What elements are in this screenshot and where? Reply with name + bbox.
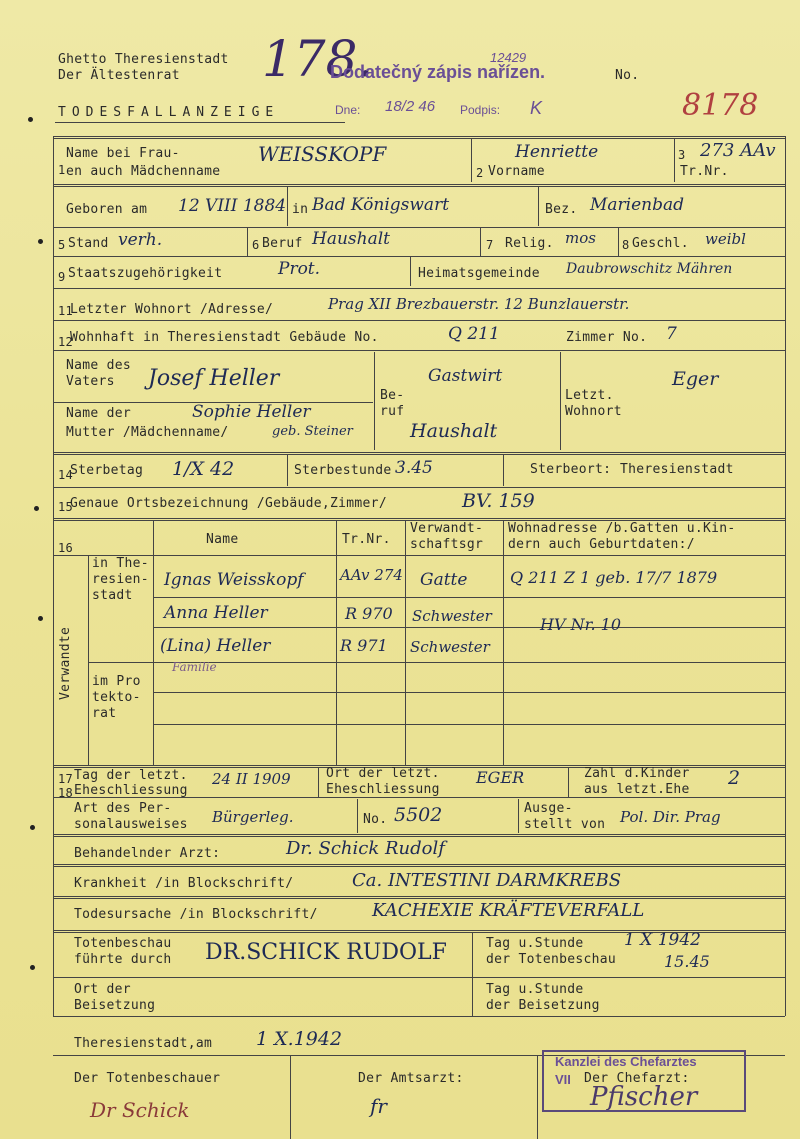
vorname-label: Vorname	[488, 164, 545, 179]
sterbeort-label: Sterbeort:	[530, 462, 612, 477]
punch-hole	[28, 117, 33, 122]
form-title: TODESFALLANZEIGE	[58, 105, 280, 120]
rule	[318, 767, 319, 797]
punch-hole	[38, 616, 43, 621]
beschauer-signature: Dr Schick	[90, 1098, 190, 1122]
mutter-geb: geb. Steiner	[272, 424, 353, 439]
relatives-side-label: Verwandte	[58, 626, 73, 700]
margin-num: 6	[252, 238, 260, 252]
ausweis-nr: 5502	[394, 804, 443, 826]
rule	[674, 138, 675, 182]
rel-col-verw-1: Verwandt-	[410, 521, 484, 536]
rule	[287, 186, 288, 226]
beruf: Haushalt	[312, 229, 390, 249]
relative-verw: Schwester	[410, 638, 490, 656]
vater: Josef Heller	[148, 366, 280, 391]
tagstunde-2: 15.45	[664, 952, 710, 971]
relative-verw: Schwester	[412, 607, 492, 625]
krankheit: Ca. INTESTINI DARMKREBS	[352, 870, 622, 891]
kinder-label-2: aus letzt.Ehe	[584, 782, 690, 797]
geschl-label: Geschl.	[632, 236, 689, 251]
staat: Prot.	[278, 259, 321, 279]
margin-num: 8	[622, 238, 630, 252]
ausweis-art-label-2: sonalausweises	[74, 817, 188, 832]
stamp-date: 18/2 46	[385, 98, 436, 115]
margin-num: 18	[58, 786, 74, 800]
marriage-ort-label-1: Ort der letzt.	[326, 766, 440, 781]
rule	[53, 320, 785, 321]
rule	[374, 352, 375, 450]
frame-right	[785, 136, 786, 1016]
kinder: 2	[728, 767, 741, 789]
marriage-date: 24 II 1909	[212, 770, 291, 788]
stand-label: Stand	[68, 236, 109, 251]
rule	[53, 1016, 785, 1017]
amtsarzt-signature: fr	[370, 1094, 387, 1118]
rule	[153, 597, 785, 598]
trnr: 273 AAv	[700, 140, 776, 161]
vater-beruf: Gastwirt	[428, 366, 503, 386]
rule	[560, 352, 561, 450]
relative-trnr: R 970	[345, 604, 393, 623]
geschl: weibl	[705, 230, 746, 248]
vorname: Henriette	[515, 142, 599, 162]
no-label: No.	[615, 68, 640, 83]
marriage-ort: EGER	[476, 768, 525, 787]
rule	[247, 228, 248, 256]
name-label-1: Name bei Frau-	[66, 146, 180, 161]
relative-addr: HV Nr. 10	[540, 615, 622, 634]
certificate-number: 8178	[682, 88, 759, 123]
relig: mos	[565, 229, 596, 247]
ursache-label: Todesursache /in Blockschrift/	[74, 907, 318, 922]
rule	[153, 692, 785, 693]
margin-num: 9	[58, 270, 66, 284]
rel-col-addr-1: Wohnadresse /b.Gatten u.Kin-	[508, 521, 736, 536]
rule	[53, 834, 785, 837]
sterbeort: Theresienstadt	[620, 462, 734, 477]
staat-label: Staatszugehörigkeit	[68, 266, 223, 281]
rule	[53, 487, 785, 488]
beisetz-tag-label-2: der Beisetzung	[486, 998, 600, 1013]
punch-hole	[30, 965, 35, 970]
surname: WEISSKOPF	[258, 142, 387, 166]
punch-hole	[38, 239, 43, 244]
margin-num: 7	[486, 238, 494, 252]
rule	[537, 1056, 538, 1139]
rule	[53, 350, 785, 351]
stamp-date-label: Dne:	[335, 103, 361, 117]
sterbestunde-label: Sterbestunde	[294, 463, 392, 478]
marriage-tag-label-2: Eheschliessung	[74, 783, 188, 798]
born-label: Geboren am	[66, 202, 148, 217]
toten-label-1: Totenbeschau	[74, 936, 172, 951]
rule	[53, 797, 785, 798]
punch-hole	[34, 506, 39, 511]
im-prot-2: tekto-	[92, 690, 141, 705]
ausweis-nr-label: No.	[363, 812, 388, 827]
margin-num: 11	[58, 304, 74, 318]
ausweis-art: Bürgerleg.	[212, 808, 294, 826]
margin-num: 5	[58, 238, 66, 252]
rel-col-name: Name	[206, 532, 239, 547]
stamp-signature: K	[530, 98, 543, 118]
krankheit-label: Krankheit /in Blockschrift/	[74, 876, 294, 891]
relig-label: Relig.	[505, 236, 554, 251]
rule	[53, 288, 785, 289]
beschauer-label: Der Totenbeschauer	[74, 1071, 221, 1086]
rule	[53, 555, 785, 556]
wohnort-label: Letzter Wohnort /Adresse/	[70, 302, 274, 317]
register-number: 178.	[262, 30, 374, 88]
rule	[53, 896, 785, 899]
org-line-1: Ghetto Theresienstadt	[58, 52, 229, 67]
margin-num: 2	[476, 166, 484, 180]
mutter-label-2: Mutter /Mädchenname/	[66, 425, 229, 440]
rule	[287, 454, 288, 486]
in-there-3: stadt	[92, 588, 133, 603]
margin-num: 17	[58, 772, 74, 786]
genaue-label: Genaue Ortsbezeichnung /Gebäude,Zimmer/	[70, 496, 387, 511]
beruf-parents-label-2: ruf	[380, 404, 405, 419]
place-date: 1 X.1942	[256, 1028, 343, 1050]
rule	[290, 1056, 291, 1139]
relative-trnr: R 971	[340, 636, 388, 655]
place-label: Theresienstadt,am	[74, 1036, 213, 1051]
beisetz-tag-label-1: Tag u.Stunde	[486, 982, 584, 997]
mutter-label-1: Name der	[66, 406, 132, 421]
rule	[410, 256, 411, 286]
relative-verw: Gatte	[420, 570, 468, 590]
rule	[88, 555, 89, 765]
sterbetag: 1/X 42	[172, 458, 235, 480]
rule	[618, 228, 619, 256]
im-prot-1: im Pro	[92, 674, 141, 689]
born-date: 12 VIII 1884	[178, 196, 287, 216]
stand: verh.	[118, 230, 163, 250]
rule	[568, 767, 569, 797]
margin-num: 12	[58, 335, 74, 349]
name-label-2: en auch Mädchenname	[66, 164, 221, 179]
in-there-1: in The-	[92, 556, 149, 571]
rule	[153, 627, 785, 628]
rel-col-addr-2: dern auch Geburtdaten:/	[508, 537, 695, 552]
margin-num: 15	[58, 500, 74, 514]
ausweis-aus: Pol. Dir. Prag	[620, 808, 721, 826]
totenbeschau-arzt: DR.SCHICK RUDOLF	[205, 940, 447, 965]
ausweis-aus-label-2: stellt von	[524, 817, 606, 832]
heimat-label: Heimatsgemeinde	[418, 266, 540, 281]
beruf-label: Beruf	[262, 236, 303, 251]
punch-hole	[30, 825, 35, 830]
rule	[480, 228, 481, 256]
chef-stamp-line-1: Kanzlei des Chefarztes	[555, 1054, 697, 1069]
mutter: Sophie Heller	[192, 402, 311, 422]
stamp-sign-label: Podpis:	[460, 103, 501, 117]
sterbetag-label: Sterbetag	[70, 463, 144, 478]
rule	[405, 520, 406, 765]
heimat: Daubrowschitz Mähren	[566, 261, 733, 277]
letzt-wohnort: Eger	[672, 368, 719, 390]
marriage-ort-label-2: Eheschliessung	[326, 782, 440, 797]
margin-num: 1	[58, 163, 66, 177]
bezirk: Marienbad	[590, 195, 685, 215]
stamp-ref: 12429	[490, 50, 527, 65]
relative-addr: Q 211 Z 1 geb. 17/7 1879	[510, 568, 718, 587]
rule	[153, 520, 154, 765]
rule	[471, 138, 472, 182]
letzt-label-2: Wohnort	[565, 404, 622, 419]
vater-label-2: Vaters	[66, 374, 115, 389]
arzt-label: Behandelnder Arzt:	[74, 846, 221, 861]
ausweis-art-label-1: Art des Per-	[74, 801, 172, 816]
relative-trnr: AAv 274	[340, 566, 403, 584]
mutter-beruf: Haushalt	[410, 420, 498, 442]
marriage-tag-label-1: Tag der letzt.	[74, 768, 188, 783]
ursache: KACHEXIE KRÄFTEVERFALL	[372, 900, 645, 921]
org-line-2: Der Ältestenrat	[58, 68, 180, 83]
margin-num: 14	[58, 468, 74, 482]
chefarzt-label: Der Chefarzt:	[584, 1071, 690, 1086]
rule	[53, 184, 785, 187]
beruf-parents-label-1: Be-	[380, 388, 405, 403]
rule	[53, 864, 785, 867]
chefarzt-signature: Pfischer	[590, 1082, 698, 1112]
relative-note: Familie	[172, 660, 217, 674]
margin-num: 16	[58, 541, 74, 555]
arzt: Dr. Schick Rudolf	[286, 838, 445, 859]
rule	[53, 256, 785, 257]
kinder-label-1: Zahl d.Kinder	[584, 766, 690, 781]
relative-name: Ignas Weisskopf	[164, 570, 304, 590]
rule	[153, 724, 785, 725]
trnr-label: Tr.Nr.	[680, 164, 729, 179]
rule	[53, 136, 785, 139]
tagstunde-label-2: der Totenbeschau	[486, 952, 617, 967]
zimmer-label: Zimmer No.	[566, 330, 648, 345]
rule	[472, 932, 473, 1016]
beisetz-label-2: Beisetzung	[74, 998, 156, 1013]
rel-col-verw-2: schaftsgr	[410, 537, 484, 552]
rule	[503, 454, 504, 486]
in-there-2: resien-	[92, 572, 149, 587]
rule	[357, 799, 358, 833]
gebaeude: Q 211	[448, 324, 500, 344]
rel-col-trnr: Tr.Nr.	[342, 532, 391, 547]
relative-name: (Lina) Heller	[160, 636, 271, 656]
supplement-stamp: Dodatečný zápis nařízen.	[330, 62, 546, 82]
margin-num: 3	[678, 148, 686, 162]
rule	[336, 520, 337, 765]
rule	[53, 452, 785, 455]
beisetz-label-1: Ort der	[74, 982, 131, 997]
rule	[538, 186, 539, 226]
chef-stamp-line-2: VII	[555, 1072, 571, 1087]
in-label: in	[292, 202, 309, 217]
wohnort: Prag XII Brezbauerstr. 12 Bunzlauerstr.	[328, 295, 630, 313]
amtsarzt-label: Der Amtsarzt:	[358, 1071, 464, 1086]
rule	[518, 799, 519, 833]
wohnhaft-label: Wohnhaft in Theresienstadt Gebäude No.	[70, 330, 379, 345]
tagstunde-label-1: Tag u.Stunde	[486, 936, 584, 951]
genaue: BV. 159	[462, 490, 535, 512]
birthplace: Bad Königswart	[312, 195, 450, 215]
vater-label-1: Name des	[66, 358, 132, 373]
tagstunde-1: 1 X 1942	[624, 930, 701, 950]
ausweis-aus-label-1: Ausge-	[524, 801, 573, 816]
frame-left	[53, 136, 54, 1016]
im-prot-3: rat	[92, 706, 117, 721]
bez-label: Bez.	[545, 202, 578, 217]
rule	[53, 227, 785, 228]
letzt-label-1: Letzt.	[565, 388, 614, 403]
toten-label-2: führte durch	[74, 952, 172, 967]
title-underline	[55, 122, 345, 123]
sterbestunde: 3.45	[395, 458, 433, 478]
relative-name: Anna Heller	[164, 603, 268, 623]
rule	[503, 520, 504, 765]
rule	[53, 977, 785, 978]
zimmer: 7	[666, 324, 677, 344]
